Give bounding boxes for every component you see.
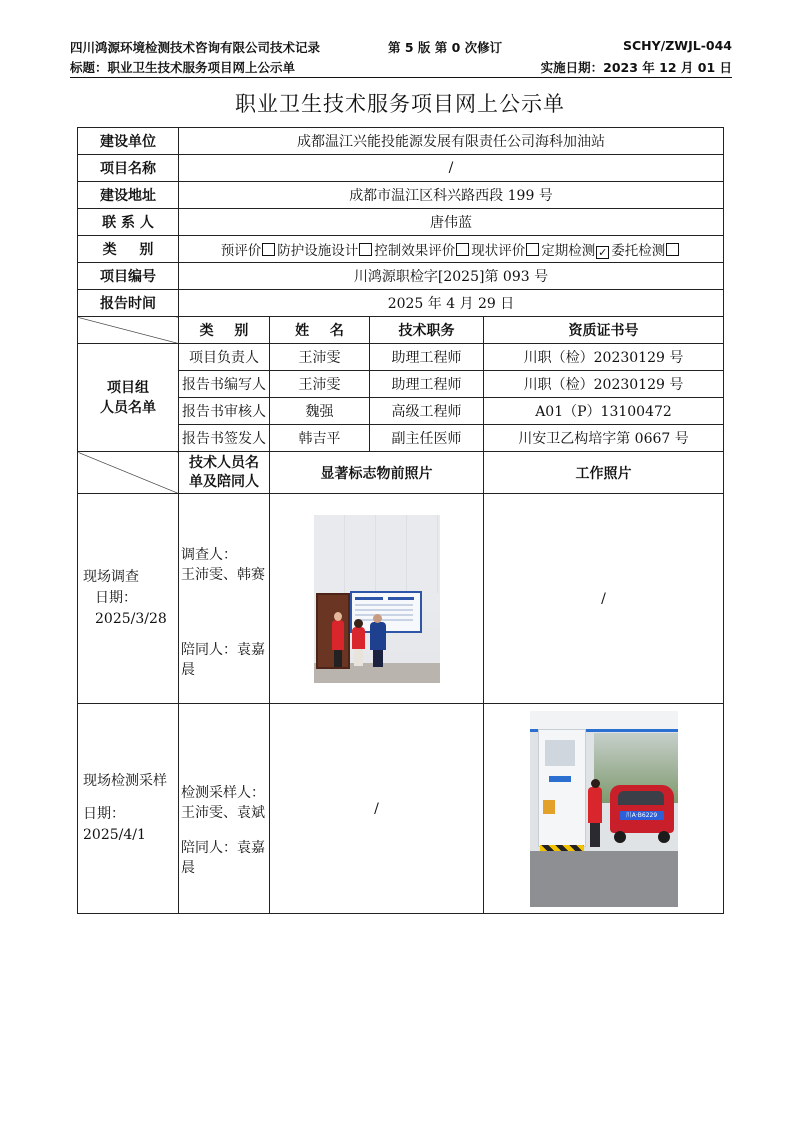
survey-date-cell bbox=[78, 494, 179, 704]
sampling-row bbox=[78, 704, 724, 914]
category-label: 类 别 bbox=[78, 236, 179, 263]
survey-row bbox=[78, 494, 724, 704]
category-checkbox[interactable] bbox=[456, 243, 469, 256]
time-label: 报告时间 bbox=[78, 290, 179, 317]
staff-role: 报告书审核人 bbox=[179, 398, 270, 425]
staff-cert: A01（P）13100472 bbox=[484, 398, 724, 425]
category-options bbox=[179, 236, 724, 263]
sampling-companion: 陪同人：袁嘉晨 bbox=[181, 840, 265, 876]
row-unit bbox=[78, 128, 724, 155]
photo-header-work: 工作照片 bbox=[484, 452, 724, 494]
survey-work-photo-cell: / bbox=[484, 494, 724, 704]
row-contact bbox=[78, 209, 724, 236]
photo-wall bbox=[314, 515, 440, 593]
category-checkbox[interactable] bbox=[359, 243, 372, 256]
time-value: 2025 年 4 月 29 日 bbox=[179, 290, 724, 317]
staff-header-role: 类 别 bbox=[179, 317, 270, 344]
person-3 bbox=[370, 622, 386, 650]
photo-worker bbox=[588, 787, 602, 823]
header-line-1 bbox=[70, 38, 732, 56]
sampling-sign-photo-cell: / bbox=[270, 704, 484, 914]
sampling-date-label: 日期： 2025/4/1 bbox=[83, 806, 146, 843]
photo-corner-cell bbox=[78, 452, 179, 494]
category-checkbox[interactable] bbox=[262, 243, 275, 256]
contact-value: 唐伟蓝 bbox=[179, 209, 724, 236]
staff-role: 报告书编写人 bbox=[179, 371, 270, 398]
survey-people-cell bbox=[179, 494, 270, 704]
row-category bbox=[78, 236, 724, 263]
sampling-people-cell bbox=[179, 704, 270, 914]
investigator-names: 王沛雯、韩赛 bbox=[181, 567, 265, 583]
sign-photo bbox=[314, 515, 440, 683]
category-option-label: 防护设施设计 bbox=[277, 243, 359, 259]
photo-header-sign: 显著标志物前照片 bbox=[270, 452, 484, 494]
name-label: 项目名称 bbox=[78, 155, 179, 182]
sampler-names: 王沛雯、袁斌 bbox=[181, 805, 265, 821]
category-checkbox[interactable]: ✓ bbox=[598, 246, 608, 259]
staff-cert: 川职（检）20230129 号 bbox=[484, 371, 724, 398]
contact-label: 联 系 人 bbox=[78, 209, 179, 236]
document-subject: 标题：职业卫生技术服务项目网上公示单 bbox=[70, 60, 296, 75]
number-label: 项目编号 bbox=[78, 263, 179, 290]
staff-name: 韩吉平 bbox=[270, 425, 370, 452]
address-value: 成都市温江区科兴路西段 199 号 bbox=[179, 182, 724, 209]
page-title: 职业卫生技术服务项目网上公示单 bbox=[235, 92, 565, 116]
staff-corner-cell bbox=[78, 317, 179, 344]
staff-header-cert: 资质证书号 bbox=[484, 317, 724, 344]
header-divider bbox=[70, 77, 732, 78]
survey-sign-photo-cell bbox=[270, 494, 484, 704]
investigator-label: 调查人： bbox=[181, 547, 237, 563]
photo-pavement bbox=[530, 851, 678, 907]
number-value: 川鸿源职检字[2025]第 093 号 bbox=[179, 263, 724, 290]
photo-header-staff: 技术人员名 单及陪同人 bbox=[179, 452, 270, 494]
sampling-work-photo-cell bbox=[484, 704, 724, 914]
disclosure-table bbox=[77, 127, 724, 914]
row-name bbox=[78, 155, 724, 182]
category-checkbox[interactable] bbox=[666, 243, 679, 256]
sampling-date-cell bbox=[78, 704, 179, 914]
photo-header-row bbox=[78, 452, 724, 494]
person-2 bbox=[352, 627, 365, 649]
staff-header-name: 姓 名 bbox=[270, 317, 370, 344]
name-value: / bbox=[179, 155, 724, 182]
staff-group-label: 项目组 人员名单 bbox=[78, 344, 179, 452]
category-option-label: 定期检测 bbox=[541, 243, 596, 259]
staff-title: 副主任医师 bbox=[370, 425, 484, 452]
staff-row bbox=[78, 344, 724, 371]
photo-car bbox=[610, 785, 674, 833]
category-option-label: 预评价 bbox=[220, 243, 262, 259]
survey-date-label: 现场调查 日期： 2025/3/28 bbox=[83, 569, 167, 627]
license-plate: 川A·B6229 bbox=[620, 811, 664, 820]
company-record: 四川鸿源环境检测技术咨询有限公司技术记录 bbox=[70, 40, 321, 55]
staff-title: 高级工程师 bbox=[370, 398, 484, 425]
unit-value: 成都温江兴能投能源发展有限责任公司海科加油站 bbox=[179, 128, 724, 155]
row-time bbox=[78, 290, 724, 317]
staff-cert: 川职（检）20230129 号 bbox=[484, 344, 724, 371]
staff-title: 助理工程师 bbox=[370, 344, 484, 371]
address-label: 建设地址 bbox=[78, 182, 179, 209]
staff-name: 王沛雯 bbox=[270, 344, 370, 371]
staff-title: 助理工程师 bbox=[370, 371, 484, 398]
sampler-label: 检测采样人： bbox=[181, 785, 265, 801]
row-number bbox=[78, 263, 724, 290]
row-address bbox=[78, 182, 724, 209]
staff-name: 王沛雯 bbox=[270, 371, 370, 398]
header-line-2 bbox=[70, 58, 732, 76]
person-1 bbox=[332, 620, 344, 650]
sampling-date-title: 现场检测采样 bbox=[83, 773, 167, 789]
category-option-label: 控制效果评价 bbox=[374, 243, 456, 259]
document-code: SCHY/ZWJL-044 bbox=[622, 38, 732, 53]
staff-name: 魏强 bbox=[270, 398, 370, 425]
unit-label: 建设单位 bbox=[78, 128, 179, 155]
staff-header-title: 技术职务 bbox=[370, 317, 484, 344]
photo-fuel-pump bbox=[538, 729, 586, 847]
staff-cert: 川安卫乙构培字第 0667 号 bbox=[484, 425, 724, 452]
category-option-label: 现状评价 bbox=[471, 243, 526, 259]
category-checkbox[interactable] bbox=[526, 243, 539, 256]
staff-role: 项目负责人 bbox=[179, 344, 270, 371]
staff-role: 报告书签发人 bbox=[179, 425, 270, 452]
category-option-label: 委托检测 bbox=[611, 243, 666, 259]
staff-header-row bbox=[78, 317, 724, 344]
effective-date: 实施日期：2023 年 12 月 01 日 bbox=[540, 60, 732, 75]
version: 第 5 版 第 0 次修订 bbox=[388, 40, 503, 55]
survey-companion: 陪同人：袁嘉晨 bbox=[181, 642, 265, 678]
work-photo bbox=[530, 711, 678, 907]
